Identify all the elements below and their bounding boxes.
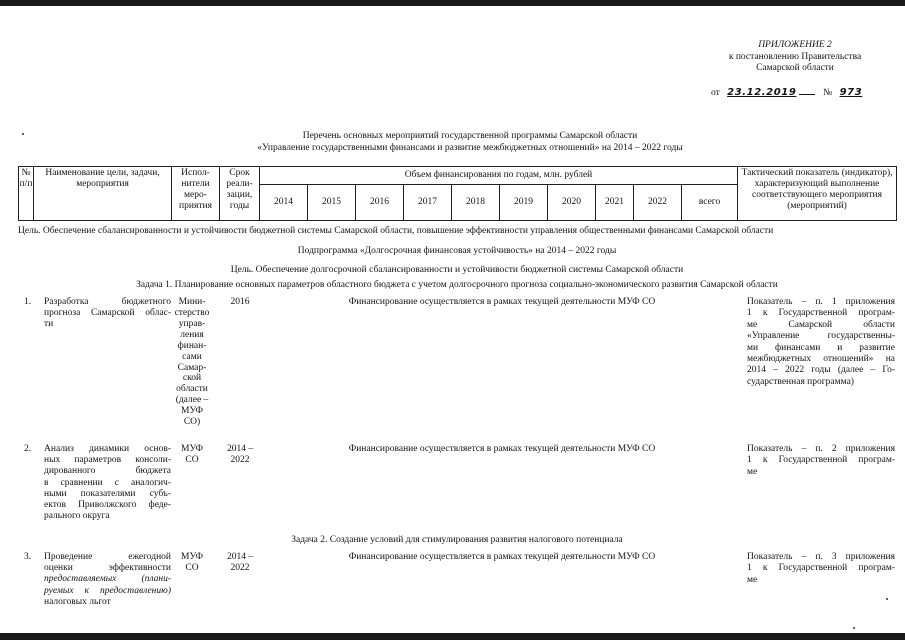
total-header: всего	[682, 185, 738, 221]
year-header: 2016	[356, 185, 404, 221]
number-label: №	[823, 88, 833, 98]
col-header-term: Срок реали-зации, годы	[220, 167, 260, 221]
from-label: от	[711, 88, 720, 98]
appendix-line-2: Самарской области	[756, 63, 834, 74]
task-1-title: Задача 1. Планирование основных параметров областного бюджета с учетом долгосрочного прогноза социально-экономического развития Самарской области	[136, 280, 778, 290]
implementation-term: 2014 – 2022	[226, 444, 254, 466]
appendix-heading	[716, 40, 874, 75]
scan-speck	[853, 627, 855, 629]
activity-name: Анализ динамики основ- ных параметров консоли- дированного бюджета в сравнении с аналогич- ными показателями субъ- ектов Приволжского феде- рального округа	[44, 444, 171, 522]
date-underline	[799, 94, 815, 95]
executor: МУФ СО	[181, 444, 203, 465]
tactical-indicator: Показатель – п. 1 приложения 1 к Государственной програм- ме Самарской области «Управление государственны- ми финансами и развитие межбюджетных отношений» на 2014 – 2022 годы (далее – Го- сударственная программа)	[747, 297, 895, 387]
year-header: 2019	[500, 185, 548, 221]
task-2-title: Задача 2. Создание условий для стимулирования развития налогового потенциала	[291, 535, 623, 545]
year-header: 2022	[634, 185, 682, 221]
program-goal: Цель. Обеспечение сбалансированности и устойчивости бюджетной системы Самарской области, повышение эффективности управления общественными финансами Самарской области	[18, 226, 774, 236]
tactical-indicator: Показатель – п. 3 приложения 1 к Государственной програм- ме	[747, 552, 895, 585]
resolution-date: 23.12.2019	[727, 87, 797, 98]
year-header: 2020	[548, 185, 596, 221]
subprogram-title: Подпрограмма «Долгосрочная финансовая устойчивость» на 2014 – 2022 годы	[297, 246, 617, 256]
implementation-term: 2016	[230, 297, 250, 307]
scan-bottom-edge	[0, 633, 905, 640]
col-header-name: Наименование цели, задачи, мероприятия	[34, 167, 172, 221]
scan-top-edge	[0, 0, 905, 6]
resolution-date-line	[711, 87, 862, 99]
activity-name: Разработка бюджетного прогноза Самарской облас- ти	[44, 297, 171, 330]
funding-note: Финансирование осуществляется в рамках текущей деятельности МУФ СО	[348, 552, 656, 562]
col-header-executor: Испол-нители меро-приятия	[172, 167, 220, 221]
tactical-indicator: Показатель – п. 2 приложения 1 к Государственной програм- ме	[747, 444, 895, 477]
year-header: 2014	[260, 185, 308, 221]
year-header: 2018	[452, 185, 500, 221]
scan-speck	[22, 133, 24, 135]
funding-note: Финансирование осуществляется в рамках текущей деятельности МУФ СО	[348, 444, 656, 454]
row-number: 3.	[24, 552, 32, 562]
col-header-indicator: Тактический показатель (индикатор), характеризующий выполнение соответствующего мероприятия (мероприятий)	[738, 167, 897, 221]
col-header-funding: Объем финансирования по годам, млн. рублей	[260, 167, 738, 185]
header-table	[18, 166, 897, 221]
document-title	[150, 130, 790, 155]
row-number: 2.	[24, 444, 32, 454]
scan-speck	[886, 598, 888, 600]
appendix-line-1: к постановлению Правительства	[728, 51, 862, 62]
document-title-line-1: Перечень основных мероприятий государственной программы Самарской области	[302, 131, 638, 141]
year-header: 2015	[308, 185, 356, 221]
subprogram-goal: Цель. Обеспечение долгосрочной сбалансированности и устойчивости бюджетной системы Самарской области	[230, 265, 684, 275]
document-title-line-2: «Управление государственными финансами и развитие межбюджетных отношений» на 2014 – 2022 годы	[257, 143, 683, 154]
resolution-number: 973	[839, 87, 863, 98]
executor: МУФ СО	[181, 552, 203, 573]
year-header: 2017	[404, 185, 452, 221]
implementation-term: 2014 – 2022	[226, 552, 254, 574]
row-number: 1.	[24, 297, 32, 307]
appendix-title: ПРИЛОЖЕНИЕ 2	[758, 40, 832, 50]
activity-name: Проведение ежегодной оценки эффективности предоставляемых (плани- руемых к предоставлению) налоговых льгот	[44, 552, 171, 607]
year-header: 2021	[596, 185, 634, 221]
col-header-num: № п/п	[19, 167, 34, 221]
executor: Мини- стерство управ- ления финан- сами Самар- ской области (далее – МУФ СО)	[174, 297, 210, 428]
funding-note: Финансирование осуществляется в рамках текущей деятельности МУФ СО	[348, 297, 656, 307]
